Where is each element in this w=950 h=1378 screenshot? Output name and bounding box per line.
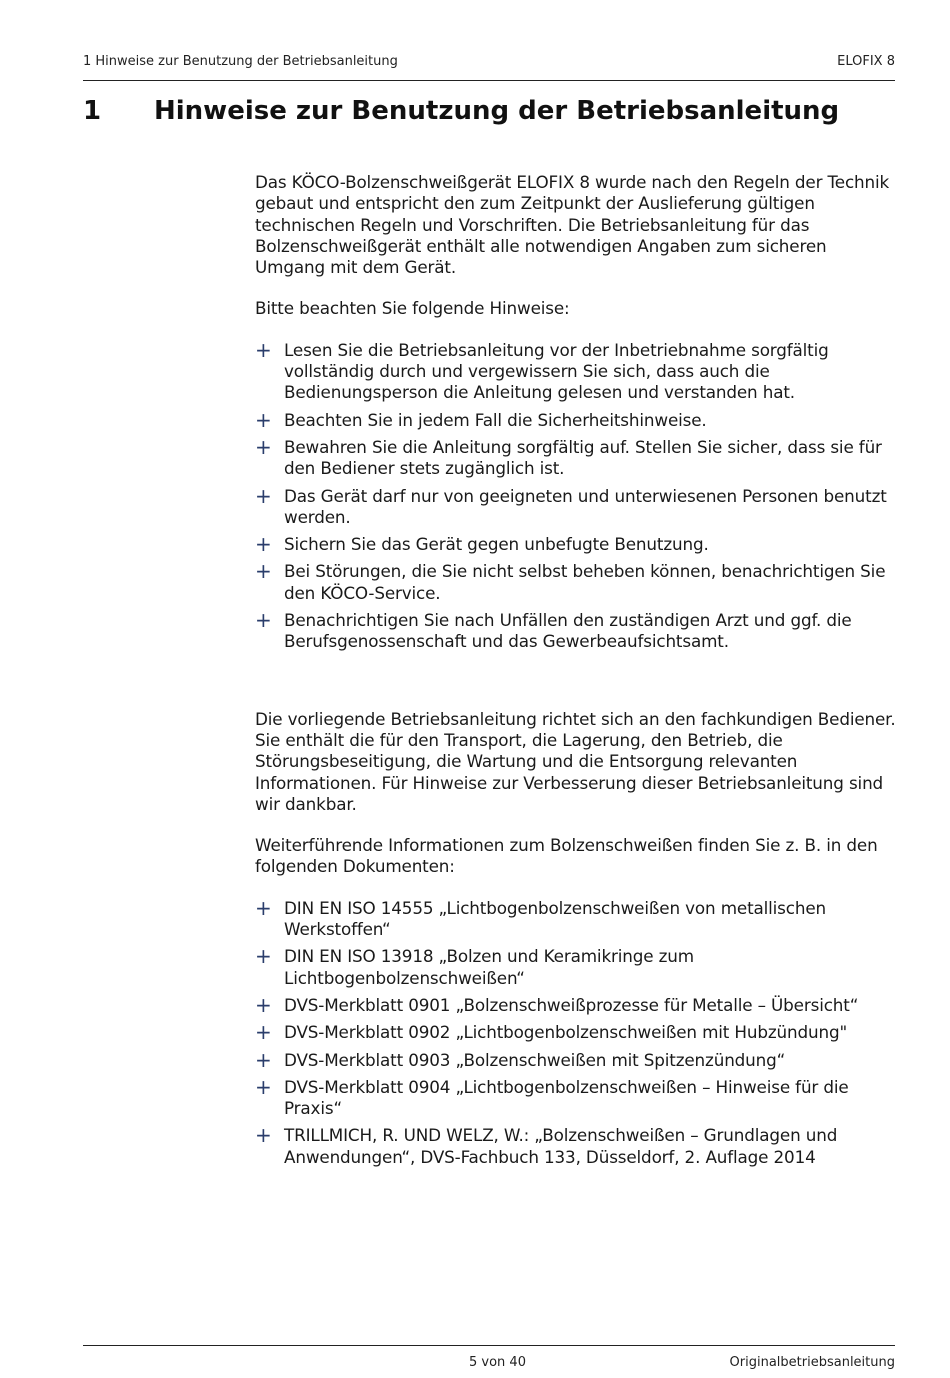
header-section-title: 1 Hinweise zur Benutzung der Betriebsanleitung	[83, 54, 398, 69]
list-item: + Beachten Sie in jedem Fall die Sicherheitshinweise.	[255, 407, 707, 432]
notes-intro: Bitte beachten Sie folgende Hinweise:	[255, 298, 570, 319]
list-item: + Bei Störungen, die Sie nicht selbst beheben können, benachrichtigen Sie den KÖCO-Service.	[255, 559, 886, 603]
notes-list	[255, 337, 897, 653]
plus-icon: +	[255, 992, 272, 1017]
page-number: 5 von 40	[469, 1355, 526, 1370]
list-item: + TRILLMICH, R. UND WELZ, W.: „Bolzenschweißen – Grundlagen und Anwendungen“, DVS-Fachbuch 133, Düsseldorf, 2. Auflage 2014	[255, 1123, 838, 1167]
plus-icon: +	[255, 483, 272, 508]
intro-paragraph: Das KÖCO-Bolzenschweißgerät ELOFIX 8 wurde nach den Regeln der Technik gebaut und entspricht den zum Zeitpunkt der Auslieferung gültigen technischen Regeln und Vorschriften. Die Betriebsanleitung für das Bolzenschweißgerät enthält alle notwendigen Angaben zum sicheren Umgang mit dem Gerät.	[255, 172, 890, 278]
list-item: + DVS-Merkblatt 0904 „Lichtbogenbolzenschweißen – Hinweise für die Praxis“	[255, 1074, 849, 1119]
chapter-heading	[83, 96, 895, 126]
list-item: + Benachrichtigen Sie nach Unfällen den zuständigen Arzt und ggf. die Berufsgenossenschaft und das Gewerbeaufsichtsamt.	[255, 608, 852, 652]
plus-icon: +	[255, 434, 272, 459]
audience-paragraph: Die vorliegende Betriebsanleitung richtet sich an den fachkundigen Bediener. Sie enthält die für den Transport, die Lagerung, den Betrieb, die Störungsbeseitigung, die Wartung und die Entsorgung relevanten Informationen. Für Hinweise zur Verbesserung dieser Betriebsanleitung sind wir dankbar.	[255, 708, 896, 814]
list-item: + Lesen Sie die Betriebsanleitung vor der Inbetriebnahme sorgfältig vollständig durch und vergewissern Sie sich, dass auch die Bedienungsperson die Anleitung gelesen und verstanden hat.	[255, 337, 829, 403]
list-item: + DVS-Merkblatt 0903 „Bolzenschweißen mit Spitzenzündung“	[255, 1047, 786, 1072]
list-item: + Sichern Sie das Gerät gegen unbefugte Benutzung.	[255, 532, 709, 557]
footer-divider	[83, 1345, 895, 1346]
list-item: + Das Gerät darf nur von geeigneten und unterwiesenen Personen benutzt werden.	[255, 483, 887, 527]
document-type: Originalbetriebsanleitung	[729, 1355, 895, 1370]
header-product-name: ELOFIX 8	[837, 54, 895, 69]
plus-icon: +	[255, 1123, 272, 1148]
page-header	[83, 54, 895, 69]
references-list	[255, 895, 897, 1168]
list-item: + DIN EN ISO 13918 „Bolzen und Keramikringe zum Lichtbogenbolzenschweißen“	[255, 944, 694, 988]
plus-icon: +	[255, 1020, 272, 1045]
chapter-title: Hinweise zur Benutzung der Betriebsanleitung	[154, 96, 840, 126]
plus-icon: +	[255, 1074, 272, 1099]
plus-icon: +	[255, 1047, 272, 1072]
list-item: + DVS-Merkblatt 0901 „Bolzenschweißprozesse für Metalle – Übersicht“	[255, 992, 859, 1017]
plus-icon: +	[255, 407, 272, 432]
body-text	[255, 172, 897, 1174]
list-item: + DVS-Merkblatt 0902 „Lichtbogenbolzenschweißen mit Hubzündung"	[255, 1020, 848, 1045]
list-item: + DIN EN ISO 14555 „Lichtbogenbolzenschweißen von metallischen Werkstoffen“	[255, 895, 826, 940]
list-item: + Bewahren Sie die Anleitung sorgfältig auf. Stellen Sie sicher, dass sie für den Bediener stets zugänglich ist.	[255, 434, 882, 479]
plus-icon: +	[255, 532, 272, 557]
plus-icon: +	[255, 559, 272, 584]
plus-icon: +	[255, 608, 272, 633]
plus-icon: +	[255, 337, 272, 362]
plus-icon: +	[255, 944, 272, 969]
header-divider	[83, 80, 895, 81]
chapter-number: 1	[83, 96, 102, 126]
plus-icon: +	[255, 895, 272, 920]
references-intro: Weiterführende Informationen zum Bolzenschweißen finden Sie z. B. in den folgenden Dokumenten:	[255, 835, 878, 877]
